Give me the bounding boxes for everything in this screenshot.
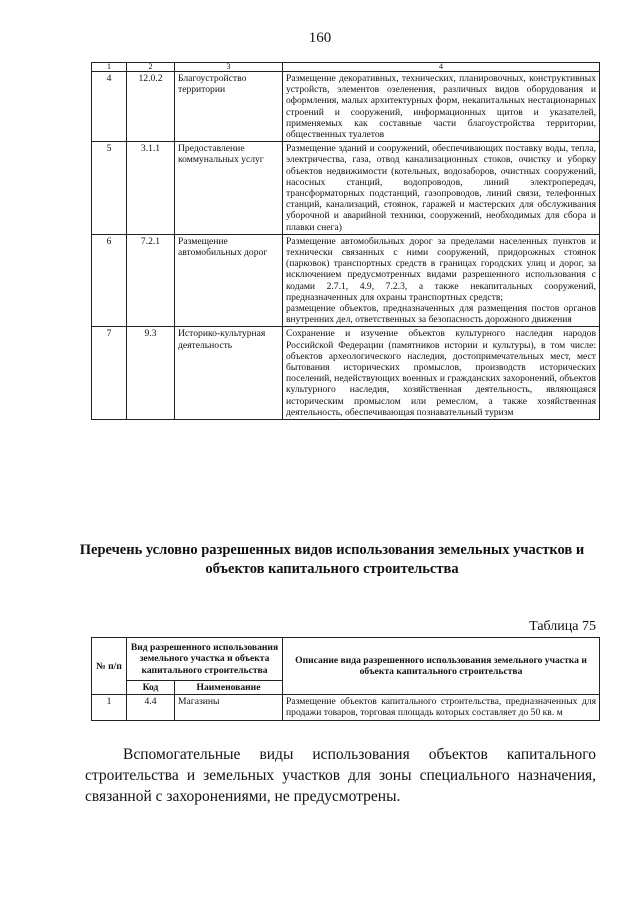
table-header-row	[92, 638, 600, 681]
row-code: 4.4	[127, 695, 175, 720]
header-description: Описание вида разрешенного использования земельного участка и объекта капитального строительства	[283, 638, 600, 695]
header-code: Код	[127, 681, 175, 695]
conditional-use-table	[91, 637, 600, 721]
table-row	[92, 234, 600, 327]
row-number: 1	[92, 695, 127, 720]
column-number-1: 1	[92, 63, 127, 72]
section-title: Перечень условно разрешенных видов использования земельных участков и объектов капитального строительства	[79, 542, 585, 577]
table-row	[92, 72, 600, 142]
row-code: 12.0.2	[127, 72, 175, 142]
row-number: 5	[92, 142, 127, 235]
closing-paragraph	[85, 744, 596, 807]
table-row	[92, 695, 600, 720]
header-number: № п/п	[92, 638, 127, 695]
header-use-type: Вид разрешенного использования земельного участка и объекта капитального строительства	[127, 638, 283, 681]
header-name: Наименование	[175, 681, 283, 695]
table-caption: Таблица 75	[529, 619, 596, 634]
permitted-use-table	[91, 62, 600, 420]
row-name: Размещение автомобильных дорог	[175, 234, 283, 327]
row-description: Размещение зданий и сооружений, обеспечивающих поставку воды, тепла, электричества, газа, отвод канализационных стоков, очистку и уборку объектов недвижимости (котельных, водозаборов, очистных сооружений, насосных станций, водопроводов, линий электропередач, трансформаторных подстанций, газопроводов, линий связи, телефонных станций, канализаций, стоянок, гаражей и мастерских для обслуживания уборочной и аварийной техники, сооружений, необходимых для сбора и плавки снега)	[283, 142, 600, 235]
row-description: Размещение декоративных, технических, планировочных, конструктивных устройств, элементов озеленения, различных видов оборудования и оформления, малых архитектурных форм, некапитальных нестационарных строений и сооружений, информационных щитов и указателей, применяемых как составные части благоустройства территории, общественных туалетов	[283, 72, 600, 142]
row-code: 3.1.1	[127, 142, 175, 235]
row-number: 4	[92, 72, 127, 142]
row-number: 7	[92, 327, 127, 420]
paragraph-text: Вспомогательные виды использования объектов капитального строительства и земельных участков для зоны специального назначения, связанной с захоронениями, не предусмотрены.	[85, 746, 596, 805]
row-code: 9.3	[127, 327, 175, 420]
row-name: Магазины	[175, 695, 283, 720]
row-description: Размещение объектов капитального строительства, предназначенных для продажи товаров, торговая площадь которых составляет до 50 кв. м	[283, 695, 600, 720]
row-name: Благоустройство территории	[175, 72, 283, 142]
row-description: Сохранение и изучение объектов культурного наследия народов Российской Федерации (памятников истории и культуры), в том числе: объектов археологического наследия, достопримечательных мест, мест бытования исторических промыслов, производств исторических поселений, недействующих военных и гражданских захоронений, объектов культурного наследия, хозяйственная деятельность, являющаяся историческим промыслом или ремеслом, а также хозяйственная деятельность, обеспечивающая познавательный туризм	[283, 327, 600, 420]
column-number-3: 3	[175, 63, 283, 72]
row-name: Историко-культурная деятельность	[175, 327, 283, 420]
row-description-cell	[283, 234, 600, 327]
row-description: Размещение автомобильных дорог за пределами населенных пунктов и технически связанных с ними сооружений, придорожных стоянок (парковок) транспортных средств в границах городских улиц и дорог, за исключением предусмотренных видами разрешенного использования с кодами 2.7.1, 4.9, 7.2.3, а также некапитальных сооружений, предназначенных для охраны транспортных средств;	[286, 235, 596, 303]
table-row	[92, 327, 600, 420]
table-header-row	[92, 63, 600, 72]
column-number-2: 2	[127, 63, 175, 72]
row-number: 6	[92, 234, 127, 327]
page-number: 160	[308, 30, 332, 46]
table-row	[92, 142, 600, 235]
row-description-second: размещение объектов, предназначенных для размещения постов органов внутренних дел, ответственных за безопасность дорожного движения	[286, 303, 596, 326]
column-number-4: 4	[283, 63, 600, 72]
row-code: 7.2.1	[127, 234, 175, 327]
row-name: Предоставление коммунальных услуг	[175, 142, 283, 235]
